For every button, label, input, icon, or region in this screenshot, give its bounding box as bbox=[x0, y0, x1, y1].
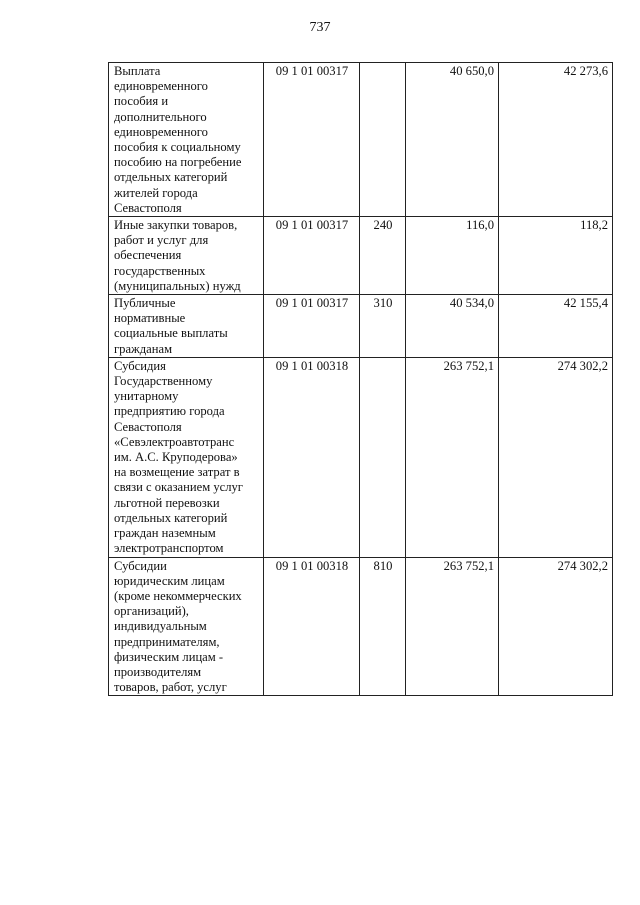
row-amount-year1: 263 752,1 bbox=[406, 357, 499, 557]
table-row bbox=[109, 63, 613, 217]
table-row bbox=[109, 357, 613, 557]
row-name: Выплата единовременного пособия и дополнительного единовременного пособия к социальному пособию на погребение отдельных категорий жителей города Севастополя bbox=[109, 63, 264, 217]
row-amount-year2: 274 302,2 bbox=[499, 557, 613, 696]
row-expense-type bbox=[360, 357, 406, 557]
table-row bbox=[109, 557, 613, 696]
row-amount-year1: 40 650,0 bbox=[406, 63, 499, 217]
page-number: 737 bbox=[309, 20, 331, 35]
table-row bbox=[109, 217, 613, 295]
row-expense-type: 240 bbox=[360, 217, 406, 295]
row-expense-type: 310 bbox=[360, 295, 406, 358]
row-target-code: 09 1 01 00318 bbox=[264, 357, 360, 557]
row-expense-type: 810 bbox=[360, 557, 406, 696]
row-name: Субсидия Государственному унитарному предприятию города Севастополя «Севэлектроавтотранс им. А.С. Круподерова» на возмещение затрат в связи с оказанием услуг льготной перевозки отдельных категорий граждан наземным электротранспортом bbox=[109, 357, 264, 557]
row-amount-year1: 263 752,1 bbox=[406, 557, 499, 696]
row-expense-type bbox=[360, 63, 406, 217]
row-amount-year2: 42 155,4 bbox=[499, 295, 613, 358]
row-target-code: 09 1 01 00317 bbox=[264, 217, 360, 295]
row-amount-year2: 118,2 bbox=[499, 217, 613, 295]
row-amount-year2: 42 273,6 bbox=[499, 63, 613, 217]
row-target-code: 09 1 01 00318 bbox=[264, 557, 360, 696]
row-amount-year1: 116,0 bbox=[406, 217, 499, 295]
budget-table bbox=[108, 62, 613, 696]
row-target-code: 09 1 01 00317 bbox=[264, 295, 360, 358]
row-amount-year1: 40 534,0 bbox=[406, 295, 499, 358]
row-name: Публичные нормативные социальные выплаты гражданам bbox=[109, 295, 264, 358]
row-name: Иные закупки товаров, работ и услуг для обеспечения государственных (муниципальных) нужд bbox=[109, 217, 264, 295]
row-amount-year2: 274 302,2 bbox=[499, 357, 613, 557]
table-row bbox=[109, 295, 613, 358]
row-target-code: 09 1 01 00317 bbox=[264, 63, 360, 217]
row-name: Субсидии юридическим лицам (кроме некоммерческих организаций), индивидуальным предпринимателям, физическим лицам - производителям товаров, работ, услуг bbox=[109, 557, 264, 696]
